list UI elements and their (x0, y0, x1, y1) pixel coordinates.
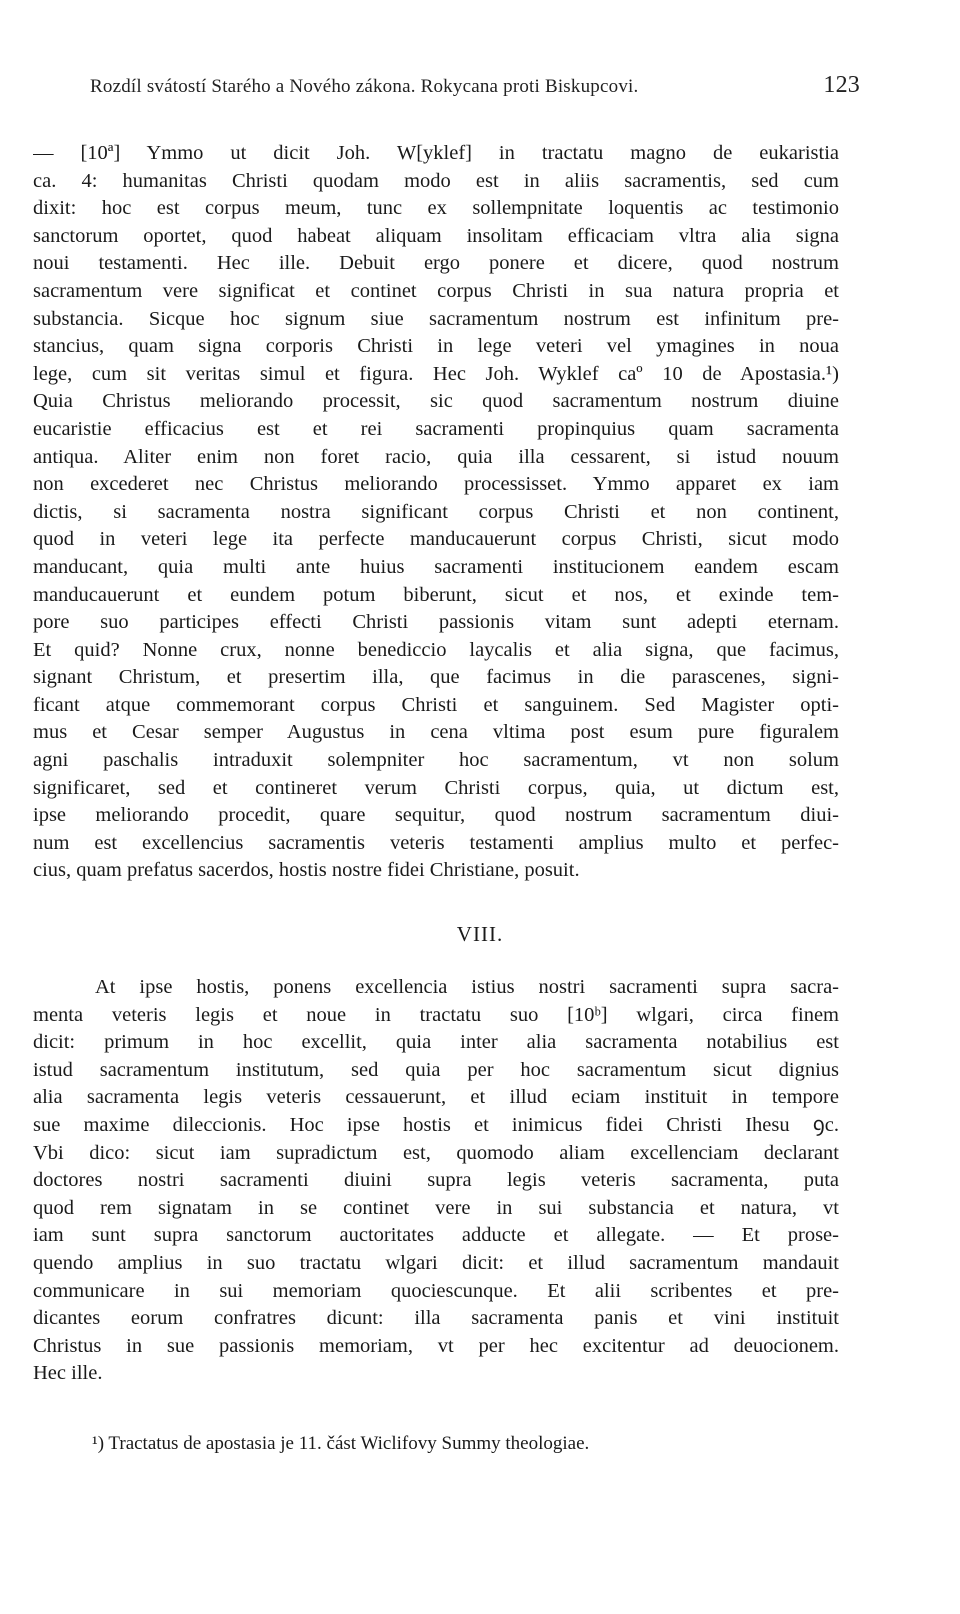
text-line: signant Christum, et presertim illa, que facimus in die parascenes, signi- (33, 666, 839, 689)
text-line: stancius, quam signa corporis Christi in lege veteri vel ymagines in noua (33, 335, 839, 358)
text-line: sacramentum vere significat et continet corpus Christi in sua natura propria et (33, 279, 839, 302)
paragraph-2 (33, 974, 839, 1388)
text-line: num est excellencius sacramentis veteris testamenti amplius multo et perfec- (33, 831, 839, 854)
text-line: Et quid? Nonne crux, nonne benediccio laycalis et alia signa, que facimus, (33, 638, 839, 661)
text-line: doctores nostri sacramenti diuini supra legis veteris sacramenta, puta (33, 1169, 839, 1192)
text-line: Quia Christus meliorando processit, sic quod sacramentum nostrum diuine (33, 390, 839, 413)
paragraph-1 (33, 140, 839, 885)
text-line: manducauerunt et eundem potum biberunt, sicut et nos, et exinde tem- (33, 583, 839, 606)
text-line: Vbi dico: sicut iam supradictum est, quomodo aliam excellenciam declarant (33, 1141, 839, 1164)
text-line: noui testamenti. Hec ille. Debuit ergo ponere et dicere, quod nostrum (33, 252, 839, 275)
text-line: ficant atque commemorant corpus Christi et sanguinem. Sed Magister opti- (33, 693, 839, 716)
text-line: eucaristie efficacius est et rei sacramenti propinquius quam sacramenta (33, 417, 839, 440)
text-line: Hec ille. (33, 1362, 103, 1385)
text-line: mus et Cesar semper Augustus in cena vltima post esum pure figuralem (33, 721, 839, 744)
text-line: communicare in sui memoriam quociescunque. Et alii scribentes et pre- (33, 1279, 839, 1302)
text-line: dicantes eorum confratres dicunt: illa sacramenta panis et vini instituit (33, 1307, 839, 1330)
running-head (90, 72, 860, 102)
text-line: istud sacramentum institutum, sed quia per hoc sacramentum sicut dignius (33, 1058, 839, 1081)
text-line: non excederet nec Christus meliorando processisset. Ymmo apparet ex iam (33, 473, 839, 496)
text-line: — [10ª] Ymmo ut dicit Joh. W[yklef] in tractatu magno de eukaristia (33, 142, 839, 164)
text-line: quod in veteri lege ita perfecte manducauerunt corpus Christi, sicut modo (33, 528, 839, 551)
running-head-title: Rozdíl svátostí Starého a Nového zákona. Rokycana proti Biskupcovi. (90, 76, 639, 97)
text-line: quod rem signatam in se continet vere in sui substancia et natura, vt (33, 1196, 839, 1219)
text-line: quendo amplius in suo tractatu wlgari dicit: et illud sacramentum mandauit (33, 1251, 839, 1274)
text-line: antiqua. Aliter enim non foret racio, quia illa cessarent, si istud nouum (33, 445, 839, 468)
text-line: cius, quam prefatus sacerdos, hostis nostre fidei Christiane, posuit. (33, 859, 580, 882)
text-line: sanctorum oportet, quod habeat aliquam insolitam efficaciam vltra alia signa (33, 224, 839, 247)
text-line: significaret, sed et contineret verum Christi corpus, quia, ut dictum est, (33, 776, 839, 799)
text-line: lege, cum sit veritas simul et figura. Hec Joh. Wyklef caº 10 de Apostasia.¹) (33, 362, 839, 385)
text-line: pore suo participes effecti Christi passionis vitam sunt adepti eternam. (33, 611, 839, 634)
text-line: ipse meliorando procedit, quare sequitur, quod nostrum sacramentum diui- (33, 804, 839, 827)
text-line: At ipse hostis, ponens excellencia istius nostri sacramenti supra sacra- (95, 976, 839, 998)
text-line: sue maxime dileccionis. Hoc ipse hostis et inimicus fidei Christi Ihesu ꝯc. (33, 1113, 839, 1136)
text-line: dictis, si sacramenta nostra significant corpus Christi et non continent, (33, 500, 839, 523)
text-line: manducant, quia multi ante huius sacramenti institucionem eandem escam (33, 555, 839, 578)
text-line: dixit: hoc est corpus meum, tunc ex sollempnitate loquentis ac testimonio (33, 197, 839, 220)
text-line: substancia. Sicque hoc signum siue sacramentum nostrum est infinitum pre- (33, 307, 839, 330)
text-line: ca. 4: humanitas Christi quodam modo est in aliis sacramentis, sed cum (33, 169, 839, 192)
text-line: dicit: primum in hoc excellit, quia inter alia sacramenta notabilius est (33, 1031, 839, 1054)
text-line: Christus in sue passionis memoriam, vt per hec excitentur ad deuocionem. (33, 1334, 839, 1357)
section-heading: VIII. (456, 922, 504, 946)
text-line: iam sunt supra sanctorum auctoritates adducte et allegate. — Et prose- (33, 1224, 839, 1247)
text-line: menta veteris legis et noue in tractatu suo [10ᵇ] wlgari, circa finem (33, 1003, 839, 1026)
page-number: 123 (823, 72, 860, 98)
text-line: agni paschalis intraduxit solempniter hoc sacramentum, vt non solum (33, 749, 839, 772)
text-line: alia sacramenta legis veteris cessauerunt, et illud eciam instituit in tempore (33, 1086, 839, 1109)
footnote: ¹) Tractatus de apostasia je 11. část Wiclifovy Summy theologiae. (92, 1433, 590, 1454)
